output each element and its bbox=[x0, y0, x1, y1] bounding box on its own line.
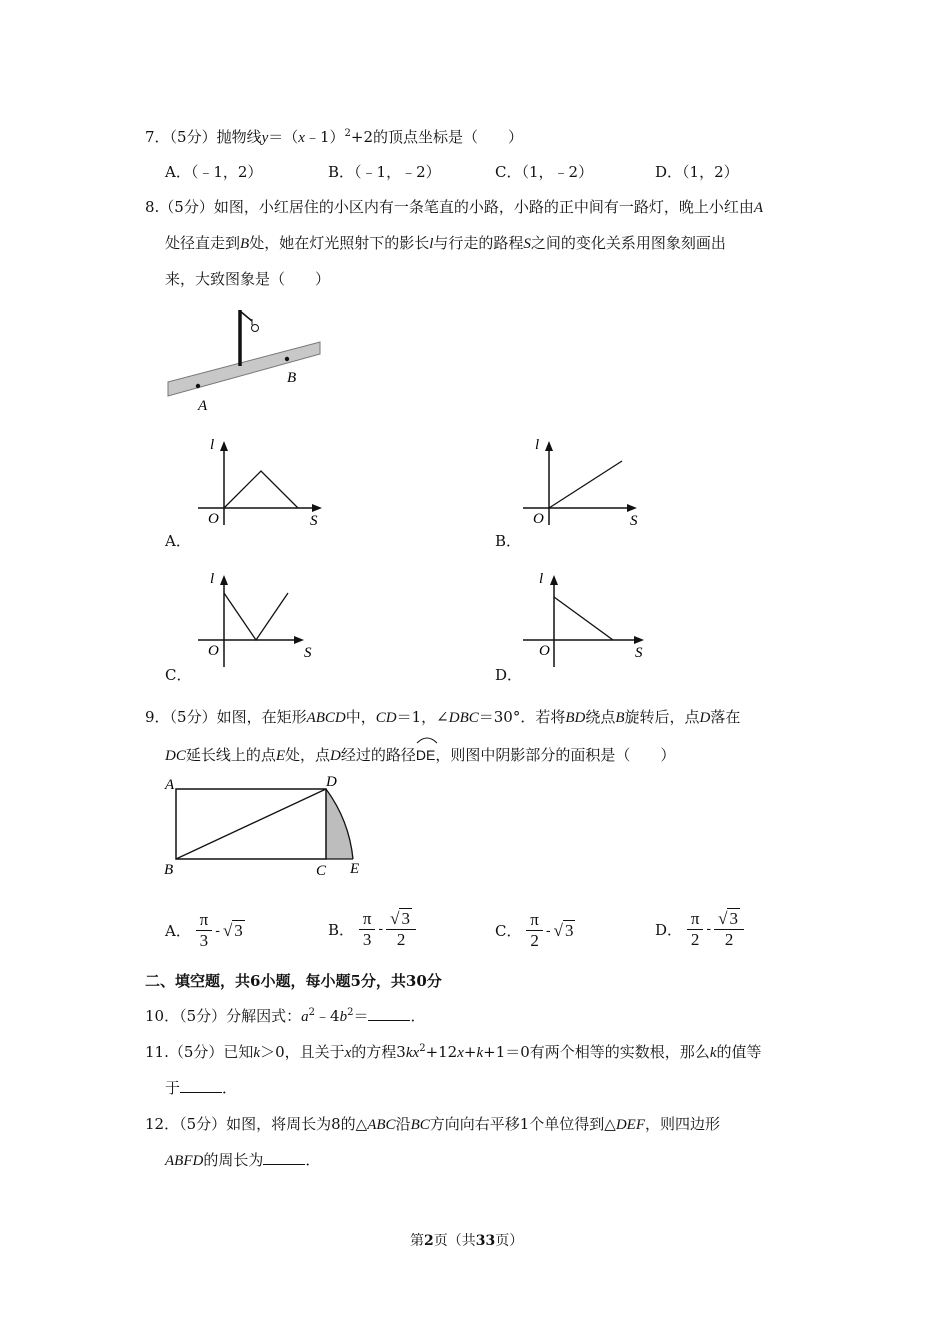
q8-graph-a bbox=[190, 435, 335, 530]
q8-label-b: B bbox=[287, 370, 297, 386]
graph-c-o: O bbox=[208, 643, 219, 659]
q8-line2: 处径直走到B处，她在灯光照射下的影长l与行走的路程S之间的变化关系用图象刻画出 bbox=[165, 234, 726, 252]
graph-d-o: O bbox=[539, 643, 550, 659]
q8-option-c[interactable]: C． bbox=[165, 666, 192, 684]
graph-c-s: S bbox=[304, 645, 312, 661]
q9-label-e: E bbox=[350, 861, 360, 877]
graph-a-o: O bbox=[208, 511, 219, 527]
q8-road-figure bbox=[160, 300, 330, 415]
q11-line2: 于 ． bbox=[165, 1079, 238, 1097]
q9-option-a[interactable]: A． $\frac{\pi}{3}$ - √ 3 bbox=[165, 910, 243, 950]
q9-option-d[interactable]: D． $\frac{\pi}{2}$ - $\frac{√ 3}{2}$ bbox=[655, 908, 744, 950]
graph-d-s: S bbox=[635, 645, 643, 661]
q8-option-b[interactable]: B． bbox=[495, 532, 522, 550]
q8-label-a: A bbox=[198, 398, 208, 414]
graph-b-s: S bbox=[630, 513, 638, 529]
q7-option-b[interactable]: B．（﹣1，﹣2） bbox=[328, 163, 441, 181]
q9-label-d: D bbox=[326, 774, 337, 790]
q9-option-b[interactable]: B． $\frac{\pi}{3}$ - $\frac{√ 3}{2}$ bbox=[328, 908, 416, 950]
graph-c-l: l bbox=[210, 571, 215, 587]
graph-b-o: O bbox=[533, 511, 544, 527]
q8-graph-d bbox=[515, 567, 660, 662]
q7-option-c[interactable]: C．（1，﹣2） bbox=[495, 163, 594, 181]
q10-answer-blank[interactable] bbox=[368, 1006, 410, 1021]
q9-line1: 9．（5分）如图，在矩形ABCD中，CD＝1，∠DBC＝30°．若将BD绕点B旋转后，点D落在 bbox=[145, 708, 741, 726]
q12-line1: 12．（5分）如图，将周长为8的△ABC沿BC方向向右平移1个单位得到△DEF，则四边形 bbox=[145, 1115, 721, 1133]
q8-graph-c bbox=[190, 567, 335, 662]
q8-option-d[interactable]: D． bbox=[495, 666, 523, 684]
q8-line3: 来，大致图象是（ ） bbox=[165, 270, 331, 288]
section2-title: 二、填空题，共6小题，每小题5分，共30分 bbox=[145, 972, 442, 990]
q9-line2: DC延长线上的点E处，点D经过的路径 DE，则图中阴影部分的面积是（ ） bbox=[165, 742, 675, 767]
graph-a-l: l bbox=[210, 437, 215, 453]
q9-label-a: A bbox=[165, 777, 175, 793]
q12-line2: ABFD的周长为 ． bbox=[165, 1151, 321, 1169]
q9-label-b: B bbox=[164, 862, 174, 878]
arc-de: DE bbox=[416, 742, 435, 766]
q9-label-c: C bbox=[316, 863, 327, 879]
graph-d-l: l bbox=[539, 571, 544, 587]
q11-answer-blank[interactable] bbox=[180, 1078, 222, 1093]
q7-stem: 7．（5分）抛物线y＝（x﹣1）$^2$+2的顶点坐标是（ ） bbox=[145, 128, 523, 146]
q8-option-a[interactable]: A． bbox=[165, 532, 191, 550]
graph-b-l: l bbox=[535, 437, 540, 453]
q11-line1: 11.（5分）已知k＞0，且关于x的方程$3kx^2+12x+k+1=0$有两个相等的实数根，那么k的值等 bbox=[145, 1043, 762, 1061]
q7-option-d[interactable]: D．（1，2） bbox=[655, 163, 739, 181]
q12-answer-blank[interactable] bbox=[263, 1150, 305, 1165]
q8-line1: 8.（5分）如图，小红居住的小区内有一条笔直的小路，小路的正中间有一路灯，晚上小红由A bbox=[145, 198, 764, 216]
q7-option-a[interactable]: A．（﹣1，2） bbox=[165, 163, 263, 181]
q8-graph-b bbox=[515, 435, 660, 530]
q10-stem: 10．（5分）分解因式：$a^2﹣4b^2=$ ． bbox=[145, 1007, 426, 1025]
q9-rectangle-figure bbox=[160, 775, 370, 880]
q9-option-c[interactable]: C． $\frac{\pi}{2}$ - √ 3 bbox=[495, 910, 574, 950]
graph-a-s: S bbox=[310, 513, 318, 529]
page-footer: 第2页（共33页） bbox=[410, 1233, 524, 1249]
